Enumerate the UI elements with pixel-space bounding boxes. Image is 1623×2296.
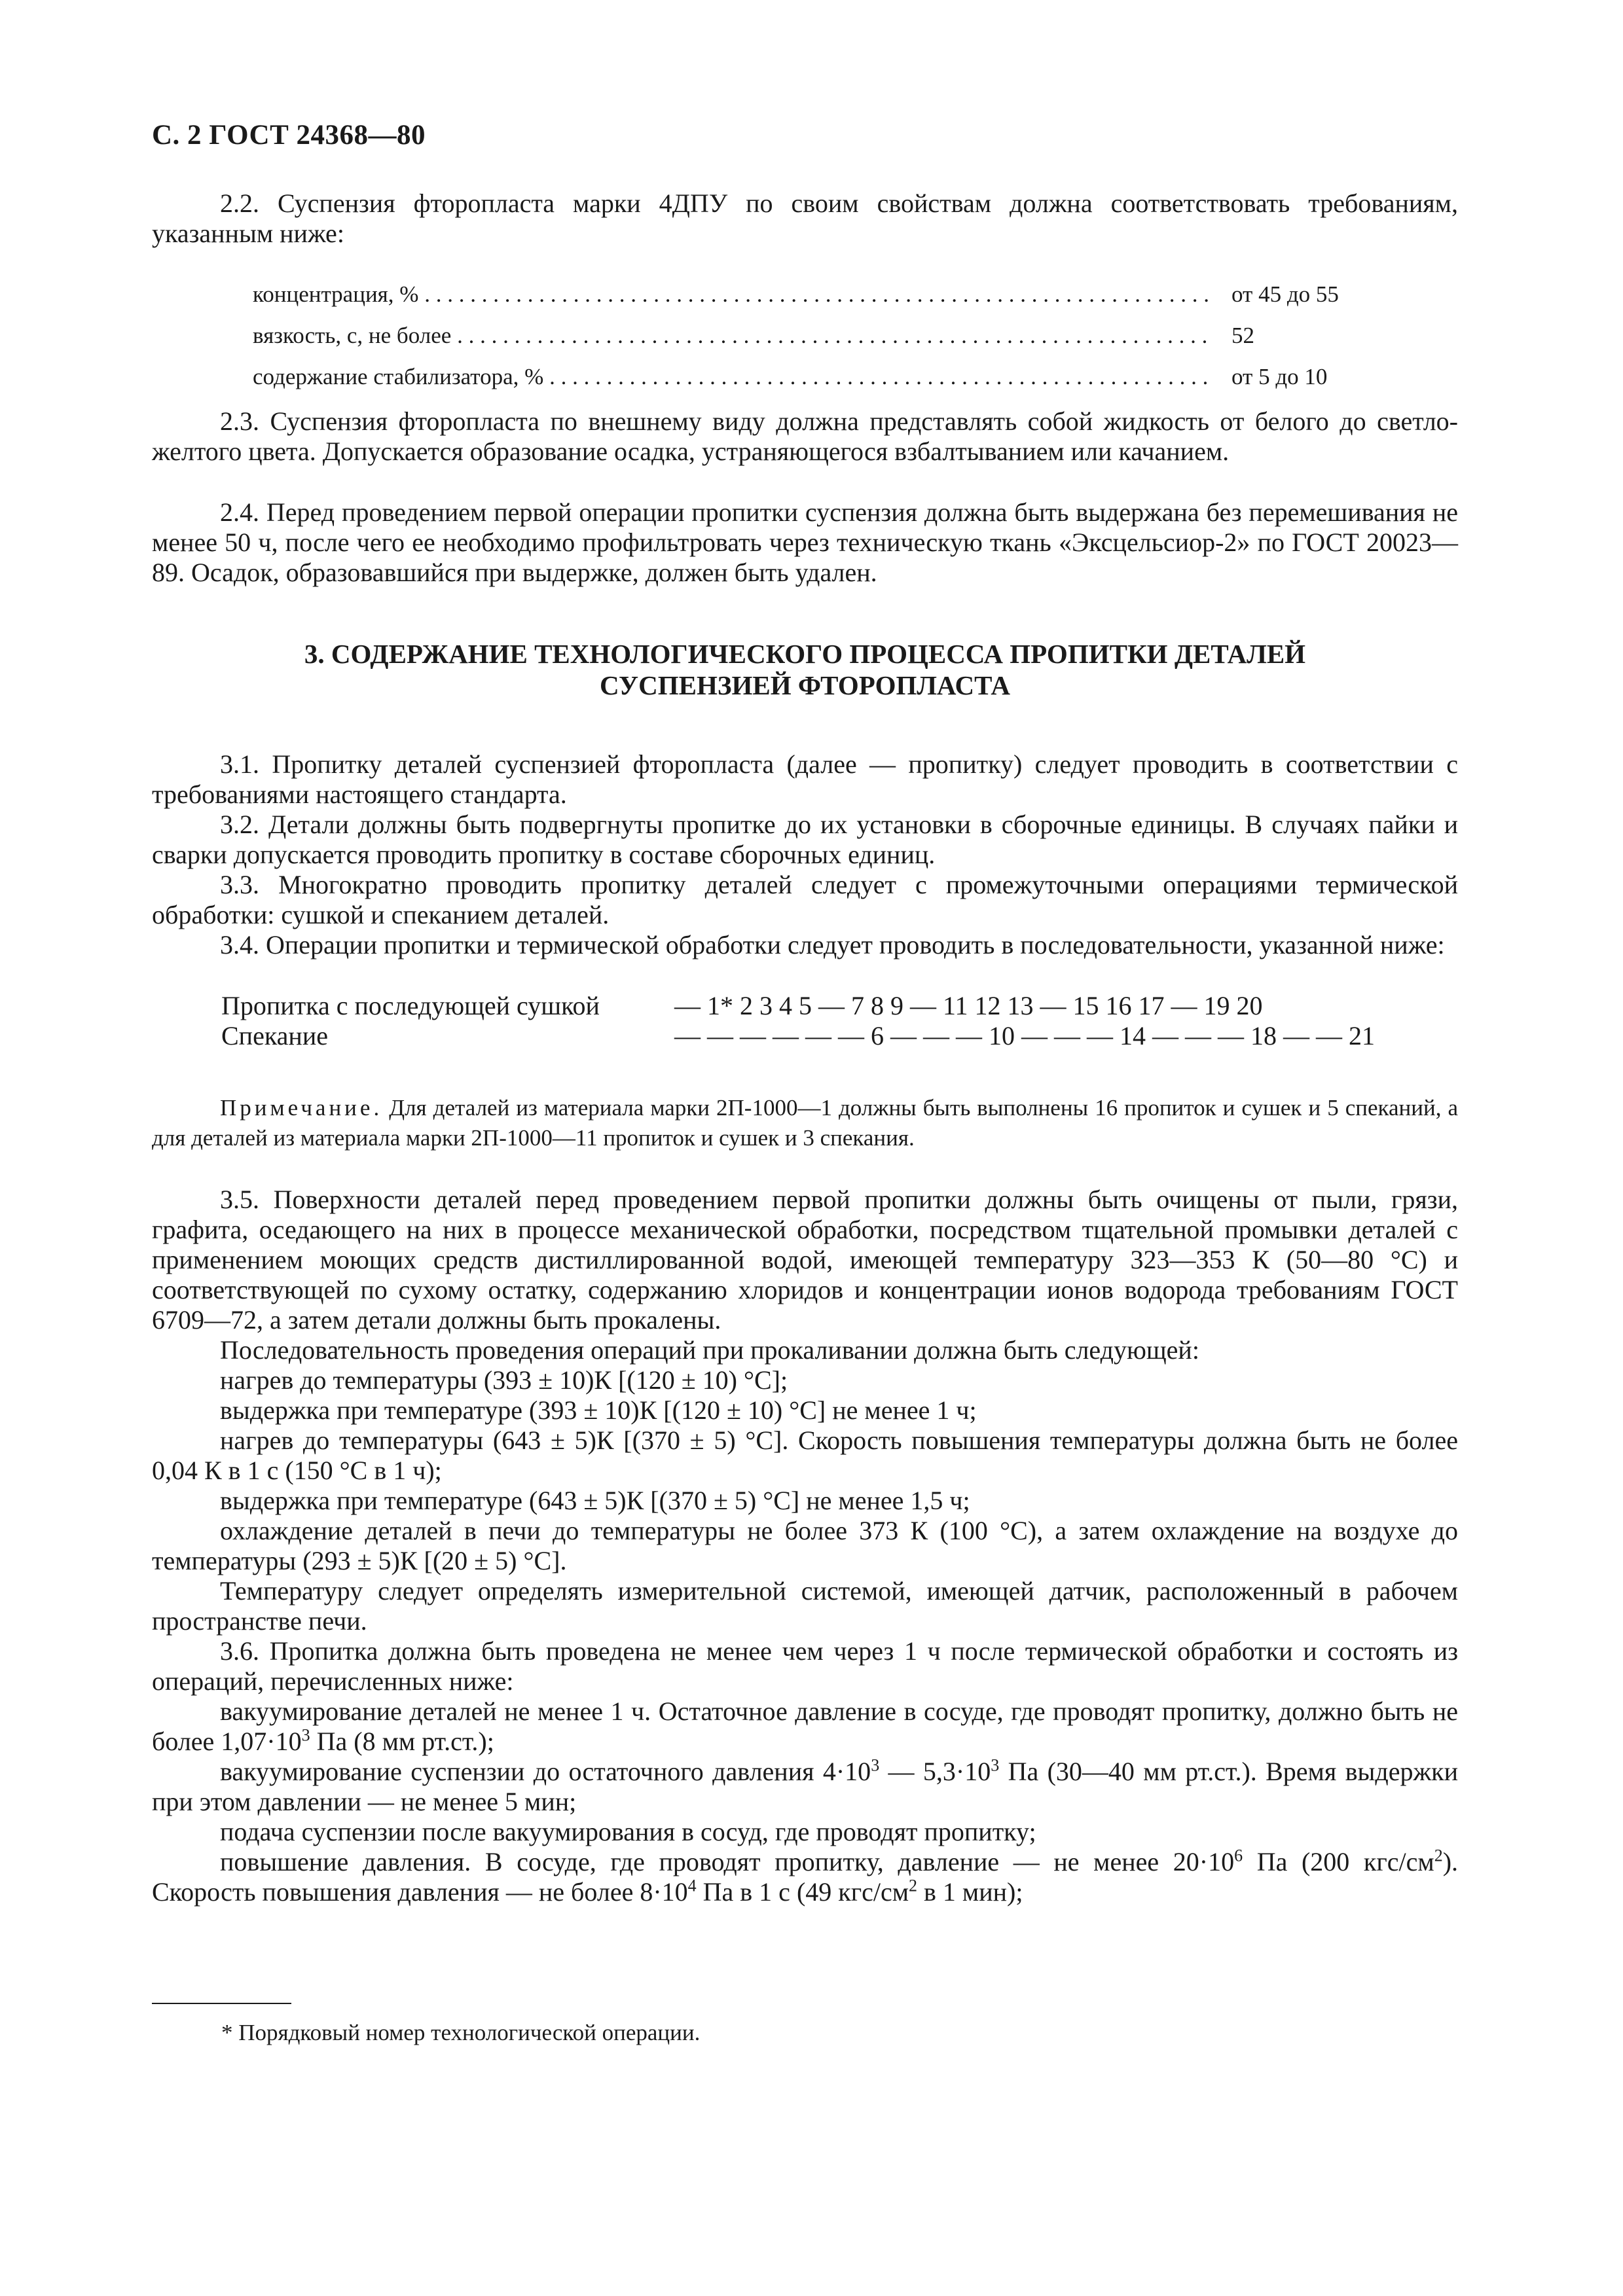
spec-row <box>253 281 1431 323</box>
spec-label: концентрация, % . . . <box>253 281 1212 308</box>
section-title-line: 3. СОДЕРЖАНИЕ ТЕХНОЛОГИЧЕСКОГО ПРОЦЕССА ПРОПИТКИ ДЕТАЛЕЙ <box>304 639 1306 669</box>
note-prefix: Примечание. <box>220 1095 383 1121</box>
superscript: 2 <box>909 1876 918 1895</box>
paragraph-3-6-step-2 <box>152 1757 1458 1817</box>
spec-row <box>253 323 1431 364</box>
text-run: — 5,3·10 <box>879 1757 991 1786</box>
text-run: Па в 1 с (49 кгс/см <box>696 1877 909 1907</box>
paragraph-3-6-step-3: подача суспензии после вакуумирования в сосуд, где проводят пропитку; <box>220 1817 1036 1846</box>
paragraph-3-5-step-3: нагрев до температуры (643 ± 5)К [(370 ± 5) °С]. Скорость повышения температуры должна быть не более 0,04 К в 1 с (150 °С в 1 ч); <box>152 1426 1458 1485</box>
note <box>152 1093 1458 1153</box>
superscript: 3 <box>301 1725 310 1745</box>
footnote-rule <box>152 2003 291 2004</box>
superscript: 2 <box>1434 1846 1443 1865</box>
paragraph-3-3: 3.3. Многократно проводить пропитку деталей следует с промежуточными операциями термической обработки: сушкой и спеканием деталей. <box>152 870 1458 929</box>
text-run: Па (30—40 мм рт.ст.). Время выдержки при этом давлении — не менее 5 мин; <box>152 1757 1458 1816</box>
page-header: С. 2 ГОСТ 24368—80 <box>152 120 426 151</box>
spec-list <box>253 281 1431 405</box>
paragraph-3-5-temperature: Температуру следует определять измерительной системой, имеющей датчик, расположенный в рабочем пространстве печи. <box>152 1576 1458 1636</box>
sequence-label: Спекание <box>221 1021 328 1050</box>
paragraph-3-5: 3.5. Поверхности деталей перед проведением первой пропитки должны быть очищены от пыли, грязи, графита, оседающего на них в процессе механической обработки, посредством тщательной промывки деталей с применением моющих средств дистиллированной водой, имеющей температуру 323—353 К (50—80 °С) и соответствующей по сухому остатку, содержанию хлоридов и концентрации ионов водорода требованиям ГОСТ 6709—72, а затем детали должны быть прокалены. <box>152 1185 1458 1335</box>
text-run: Па (8 мм рт.ст.); <box>310 1727 494 1756</box>
paragraph-3-5-step-1: нагрев до температуры (393 ± 10)К [(120 ± 10) °С]; <box>220 1365 788 1395</box>
text-run: повышение давления. В сосуде, где проводят пропитку, давление — не менее 20·10 <box>220 1847 1235 1876</box>
paragraph-3-5-sequence: Последовательность проведения операций при прокаливании должна быть следующей: <box>220 1335 1199 1365</box>
text-run: вакуумирование суспензии до остаточного давления 4·10 <box>220 1757 871 1786</box>
text-run: Па (200 кгс/см <box>1243 1847 1434 1876</box>
paragraph-3-6-step-1 <box>152 1696 1458 1757</box>
paragraph-2-3: 2.3. Суспензия фторопласта по внешнему виду должна представлять собой жидкость от белого до светло-желтого цвета. Допускается образование осадка, устраняющегося взбалтыванием или качанием. <box>152 406 1458 466</box>
paragraph-2-2: 2.2. Суспензия фторопласта марки 4ДПУ по своим свойствам должна соответствовать требованиям, указанным ниже: <box>152 188 1458 248</box>
sequence-value: — — — — — — 6 — — — 10 — — — 14 — — — 18 — — 21 <box>674 1021 1375 1050</box>
paragraph-3-2: 3.2. Детали должны быть подвергнуты пропитке до их установки в сборочные единицы. В случаях пайки и сварки допускается проводить пропитку в составе сборочных единиц. <box>152 810 1458 869</box>
spec-label: вязкость, с, не более . . . <box>253 323 1212 349</box>
spec-value: от 5 до 10 <box>1231 364 1328 389</box>
paragraph-3-5-step-5: охлаждение деталей в печи до температуры не более 373 К (100 °С), а затем охлаждение на воздухе до температуры (293 ± 5)К [(20 ± 5) °С]. <box>152 1516 1458 1575</box>
superscript: 6 <box>1234 1846 1243 1865</box>
superscript: 3 <box>991 1755 1000 1775</box>
paragraph-2-4: 2.4. Перед проведением первой операции пропитки суспензия должна быть выдержана без перемешивания не менее 50 ч, после чего ее необходимо профильтровать через техническую ткань «Эксцельсиор-2» по ГОСТ 20023—89. Осадок, образовавшийся при выдержке, должен быть удален. <box>152 497 1458 587</box>
footnote: * Порядковый номер технологической операции. <box>221 2020 701 2045</box>
paragraph-3-5-step-4: выдержка при температуре (643 ± 5)К [(370 ± 5) °С] не менее 1,5 ч; <box>220 1486 970 1515</box>
section-title <box>152 638 1458 701</box>
paragraph-3-5-step-2: выдержка при температуре (393 ± 10)К [(120 ± 10) °С] не менее 1 ч; <box>220 1395 977 1425</box>
text-run: в 1 мин); <box>917 1877 1023 1907</box>
sequence-value: — 1* 2 3 4 5 — 7 8 9 — 11 12 13 — 15 16 17 — 19 20 <box>674 991 1263 1020</box>
sequence-label: Пропитка с последующей сушкой <box>221 991 600 1020</box>
note-text: Для деталей из материала марки 2П-1000—1 должны быть выполнены 16 пропиток и сушек и 5 спеканий, а для деталей из материала марки 2П-1000—11 пропиток и сушек и 3 спекания. <box>152 1095 1458 1151</box>
spec-label: содержание стабилизатора, % . . . <box>253 364 1212 390</box>
text-run: вакуумирование деталей не менее 1 ч. Остаточное давление в сосуде, где проводят пропитку, должно быть не более 1,07·10 <box>152 1696 1458 1756</box>
spec-value: от 45 до 55 <box>1231 281 1339 307</box>
spec-value: 52 <box>1231 323 1254 348</box>
superscript: 4 <box>687 1876 697 1895</box>
paragraph-3-6-step-4 <box>152 1847 1458 1907</box>
text-run: ). Скорость повышения давления — не более 8·10 <box>152 1847 1459 1907</box>
paragraph-3-6: 3.6. Пропитка должна быть проведена не менее чем через 1 ч после термической обработки и состоять из операций, перечисленных ниже: <box>152 1636 1458 1696</box>
paragraph-3-1: 3.1. Пропитку деталей суспензией фторопласта (далее — пропитку) следует проводить в соответствии с требованиями настоящего стандарта. <box>152 749 1458 809</box>
paragraph-3-4: 3.4. Операции пропитки и термической обработки следует проводить в последовательности, указанной ниже: <box>220 930 1445 960</box>
section-title-line: СУСПЕНЗИЕЙ ФТОРОПЛАСТА <box>599 670 1011 700</box>
superscript: 3 <box>871 1755 880 1775</box>
spec-row <box>253 364 1431 405</box>
